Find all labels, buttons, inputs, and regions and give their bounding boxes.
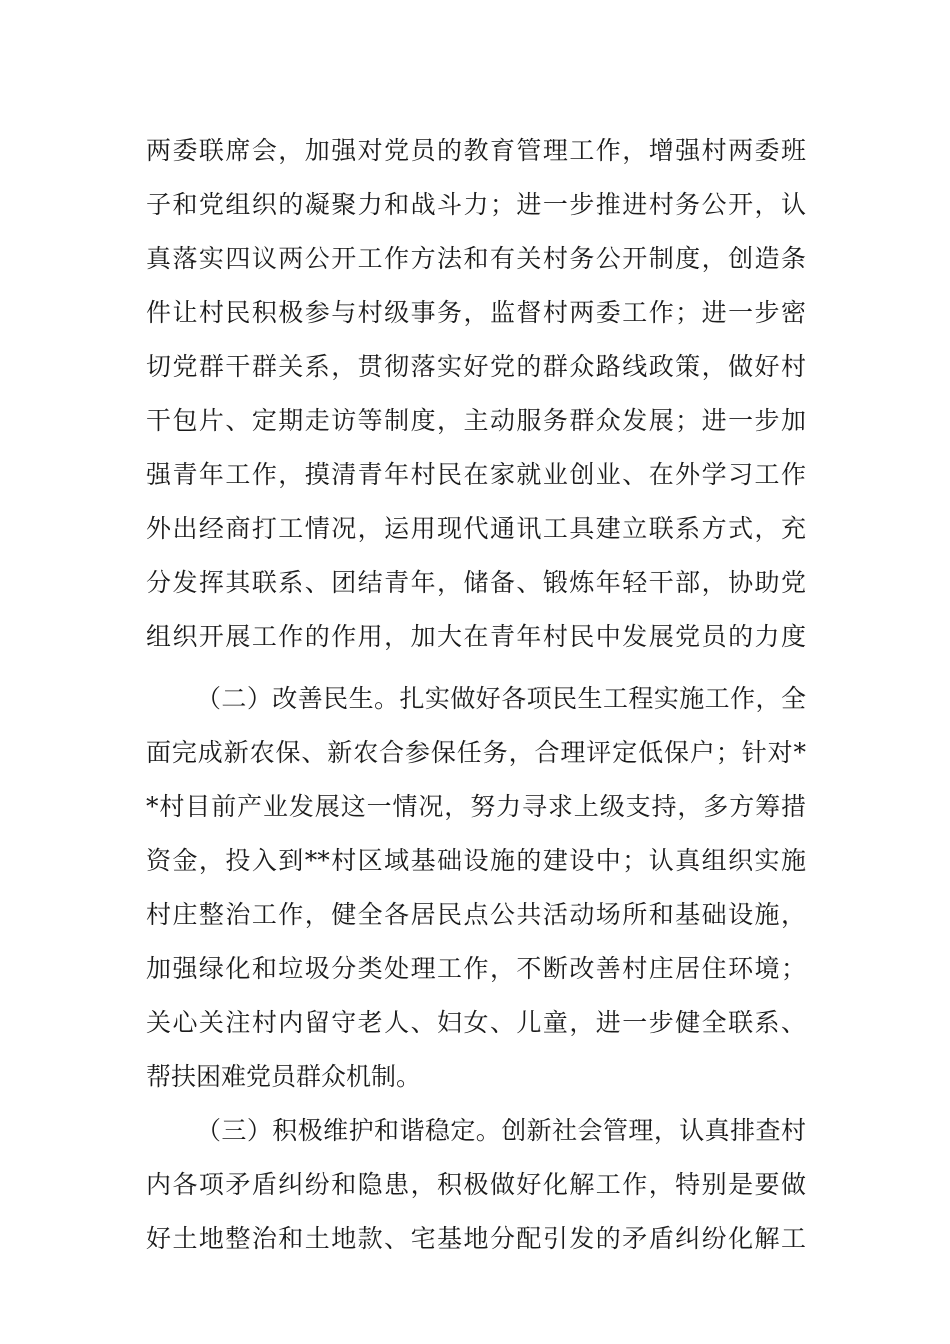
text-line: 切党群干群关系，贯彻落实好党的群众路线政策，做好村 bbox=[146, 352, 806, 381]
text-line: 内各项矛盾纠纷和隐患，积极做好化解工作，特别是要做 bbox=[146, 1170, 806, 1199]
text-line: 子和党组织的凝聚力和战斗力；进一步推进村务公开，认 bbox=[146, 190, 806, 219]
text-line: 干包片、定期走访等制度，主动服务群众发展；进一步加 bbox=[146, 406, 806, 435]
text-line: 真落实四议两公开工作方法和有关村务公开制度，创造条 bbox=[146, 244, 806, 273]
text-line: 强青年工作，摸清青年村民在家就业创业、在外学习工作 bbox=[146, 460, 806, 489]
text-line: 件让村民积极参与村级事务，监督村两委工作；进一步密 bbox=[146, 298, 806, 327]
paragraph-party-building bbox=[146, 124, 806, 664]
text-line: *村目前产业发展这一情况，努力寻求上级支持，多方筹措 bbox=[146, 792, 806, 821]
text-line: 组织开展工作的作用，加大在青年村民中发展党员的力度 bbox=[146, 622, 806, 651]
text-line: 分发挥其联系、团结青年，储备、锻炼年轻干部，协助党 bbox=[146, 568, 806, 597]
text-line: 外出经商打工情况，运用现代通讯工具建立联系方式，充 bbox=[146, 514, 806, 543]
text-line: 村庄整治工作，健全各居民点公共活动场所和基础设施， bbox=[146, 900, 806, 929]
text-line: 关心关注村内留守老人、妇女、儿童，进一步健全联系、 bbox=[146, 1008, 806, 1037]
text-line: 加强绿化和垃圾分类处理工作，不断改善村庄居住环境； bbox=[146, 954, 806, 983]
section-heading-line: （三）积极维护和谐稳定。创新社会管理，认真排查村 bbox=[196, 1116, 806, 1145]
text-line: 两委联席会，加强对党员的教育管理工作，增强村两委班 bbox=[146, 136, 806, 165]
text-line: 资金，投入到**村区域基础设施的建设中；认真组织实施 bbox=[146, 846, 806, 875]
text-line: 好土地整治和土地款、宅基地分配引发的矛盾纠纷化解工 bbox=[146, 1224, 806, 1253]
section-heading-line: （二）改善民生。扎实做好各项民生工程实施工作，全 bbox=[196, 684, 806, 713]
text-line: 帮扶困难党员群众机制。 bbox=[146, 1062, 422, 1091]
paragraph-livelihood-and-stability bbox=[146, 672, 806, 1266]
text-line: 面完成新农保、新农合参保任务，合理评定低保户；针对* bbox=[146, 738, 806, 767]
